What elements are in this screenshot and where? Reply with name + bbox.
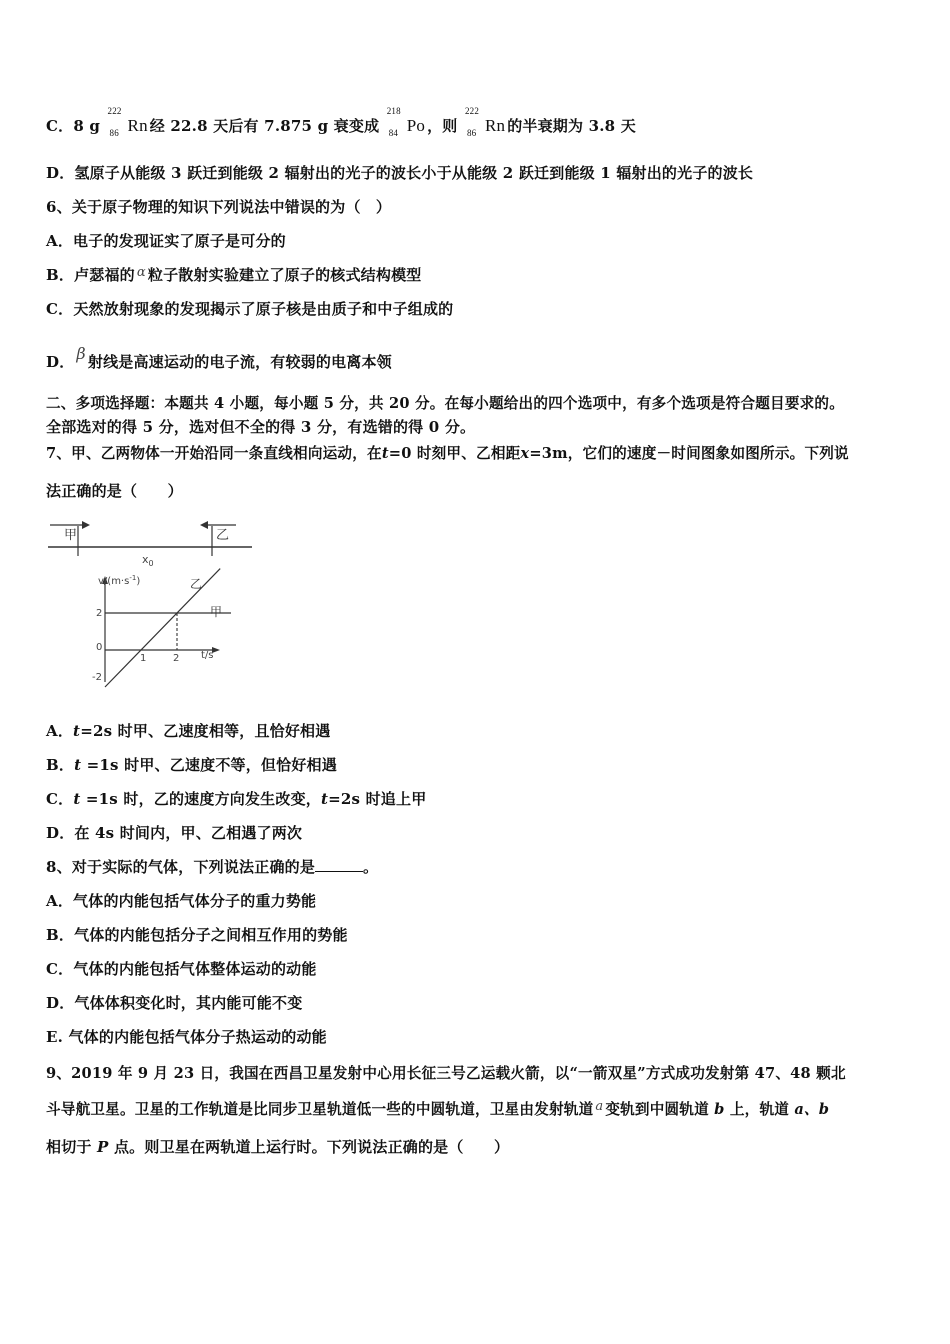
tick-v-neg2: -2 [92, 672, 102, 683]
orbit-a-symbol: a [595, 1099, 604, 1114]
q7-option-a: A．t=2s 时甲、乙速度相等，且恰好相遇 [46, 722, 331, 740]
q8-option-b: B．气体的内能包括分子之间相互作用的势能 [46, 926, 348, 944]
q7-stem-line1: 7、甲、乙两物体一开始沿同一条直线相向运动，在t=0 时刻甲、乙相距x=3m，它们的速度－时间图象如图所示。下列说 [46, 445, 849, 462]
q5-option-d: D．氢原子从能级 3 跃迁到能级 2 辐射出的光子的波长小于从能级 2 跃迁到能级 1 辐射出的光子的波长 [46, 164, 754, 182]
q9-line1: 9、2019 年 9 月 23 日，我国在西昌卫星发射中心用长征三号乙运载火箭，以“一箭双星”方式成功发射第 47、48 颗北 [46, 1065, 846, 1082]
jia-label: 甲 [64, 528, 78, 543]
section2-line2: 全部选对的得 5 分，选对但不全的得 3 分，有选错的得 0 分。 [46, 418, 476, 436]
q7-option-d: D．在 4s 时间内，甲、乙相遇了两次 [46, 824, 303, 842]
x0-label: $x_0$ [142, 553, 154, 568]
q9-line2: 斗导航卫星。卫星的工作轨道是比同步卫星轨道低一些的中圆轨道，卫星由发射轨道 a 变轨到中圆轨道 b 上，轨道 a、b [46, 1099, 830, 1118]
series-jia-label: 甲 [210, 605, 223, 619]
v-axis-label: $v/(m\cdot s^{-1})$ [98, 574, 141, 587]
q8-option-e: E. 气体的内能包括气体分子热运动的动能 [46, 1028, 327, 1046]
q7-stem-line2: 法正确的是（ ） [46, 482, 183, 500]
q8-option-c: C．气体的内能包括气体整体运动的动能 [46, 960, 317, 978]
q5-option-c: C．8 g 222 86 Rn 经 22.8 天后有 7.875 g 衰变成 218 84 Po ，则 222 86 Rn 的半衰期为 3.8 天 [46, 106, 636, 138]
t-axis-label: t/s [201, 650, 214, 661]
q6-option-c: C．天然放射现象的发现揭示了原子核是由质子和中子组成的 [46, 300, 454, 318]
q8-option-a: A．气体的内能包括气体分子的重力势能 [46, 892, 317, 910]
radon-nuclide: 222 86 Rn [107, 106, 148, 138]
tick-t-1: 1 [140, 653, 147, 664]
q7-figure [40, 512, 260, 692]
q8-stem: 8、对于实际的气体，下列说法正确的是 。 [46, 858, 379, 876]
section2-line1: 二、多项选择题：本题共 4 小题，每小题 5 分，共 20 分。在每小题给出的四个选项中，有多个选项是符合题目要求的。 [46, 395, 844, 412]
tick-t-2: 2 [173, 653, 180, 664]
q7-option-c: C．t =1s 时，乙的速度方向发生改变，t=2s 时追上甲 [46, 790, 427, 808]
q6-stem: 6、关于原子物理的知识下列说法中错误的为（ ） [46, 198, 392, 216]
beta-symbol: β [76, 344, 86, 363]
q9-line3: 相切于 P 点。则卫星在两轨道上运行时。下列说法正确的是（ ） [46, 1138, 510, 1156]
tick-v-2: 2 [96, 608, 103, 619]
polonium-nuclide: 218 84 Po [386, 106, 426, 138]
yi-arrowhead [200, 521, 208, 529]
q7-option-b: B．t =1s 时甲、乙速度不等，但恰好相遇 [46, 756, 337, 774]
jia-arrowhead [82, 521, 90, 529]
answer-blank [315, 859, 363, 872]
yi-label: 乙 [216, 528, 230, 543]
alpha-symbol: α [136, 265, 146, 280]
q8-option-d: D．气体体积变化时，其内能可能不变 [46, 994, 303, 1012]
q5c-label: C．8 g [46, 117, 101, 135]
q6-option-d: D． β 射线是高速运动的电子流，有较弱的电离本领 [46, 344, 392, 371]
tick-v-0: 0 [96, 642, 103, 653]
radon-nuclide-2: 222 86 Rn [464, 106, 506, 138]
q6-option-a: A．电子的发现证实了原子是可分的 [46, 232, 286, 250]
q6-option-b: B．卢瑟福的 α 粒子散射实验建立了原子的核式结构模型 [46, 265, 422, 284]
series-yi-label: 乙 [190, 577, 203, 591]
